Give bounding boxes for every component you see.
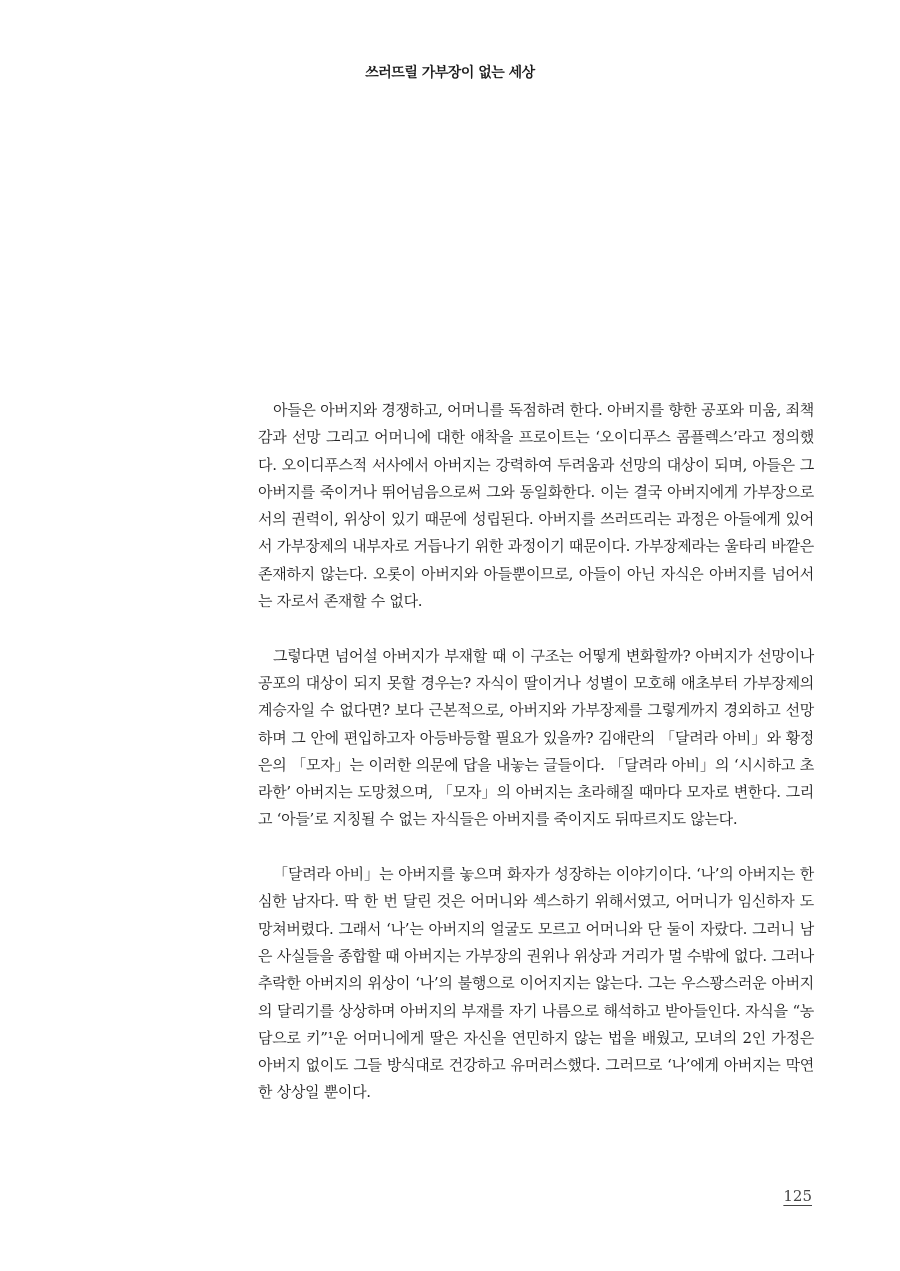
- paragraph: 그렇다면 넘어설 아버지가 부재할 때 이 구조는 어떻게 변화할까? 아버지가 선망이나 공포의 대상이 되지 못할 경우는? 자식이 딸이거나 성별이 모호해 애초부터 가부장제의 계승자일 수 없다면? 보다 근본적으로, 아버지와 가부장제를 그렇게까지 경외하고 선망하며 그 안에 편입하고자 아등바등할 필요가 있을까? 김애란의 「달려라 아비」와 황정은의 「모자」는 이러한 의문에 답을 내놓는 글들이다. 「달려라 아비」의 ‘시시하고 초라한’ 아버지는 도망쳤으며, 「모자」의 아버지는 초라해질 때마다 모자로 변한다. 그리고 ‘아들’로 지칭될 수 없는 자식들은 아버지를 죽이지도 뒤따르지도 않는다.: [258, 646, 814, 829]
- paragraph: 「달려라 아비」는 아버지를 놓으며 화자가 성장하는 이야기이다. ‘나’의 아버지는 한심한 남자다. 딱 한 번 달린 것은 어머니와 섹스하기 위해서였고, 어머니가 임신하자 도망쳐버렸다. 그래서 ‘나’는 아버지의 얼굴도 모르고 어머니와 단 둘이 자랐다. 그러니 남은 사실들을 종합할 때 아버지는 가부장의 권위나 위상과 거리가 멀 수밖에 없다. 그러나 추락한 아버지의 위상이 ‘나’의 불행으로 이어지지는 않는다. 그는 우스꽝스러운 아버지의 달리기를 상상하며 아버지의 부재를 자기 나름으로 해석하고 받아들인다. 자식을 “농담으로 키”¹운 어머니에게 딸은 자신을 연민하지 않는 법을 배웠고, 모녀의 2인 가정은 아버지 없이도 그들 방식대로 건강하고 유머러스했다. 그러므로 ‘나’에게 아버지는 막연한 상상일 뿐이다.: [258, 865, 814, 1102]
- page-number: 125: [783, 1187, 812, 1205]
- running-header: 쓰러뜨릴 가부장이 없는 세상: [365, 65, 535, 81]
- paragraph: 아들은 아버지와 경쟁하고, 어머니를 독점하려 한다. 아버지를 향한 공포와 미움, 죄책감과 선망 그리고 어머니에 대한 애착을 프로이트는 ‘오이디푸스 콤플렉스’라고 정의했다. 오이디푸스적 서사에서 아버지는 강력하여 두려움과 선망의 대상이 되며, 아들은 그 아버지를 죽이거나 뛰어넘음으로써 그와 동일화한다. 이는 결국 아버지에게 가부장으로서의 권력이, 위상이 있기 때문에 성립된다. 아버지를 쓰러뜨리는 과정은 아들에게 있어서 가부장제의 내부자로 거듭나기 위한 과정이기 때문이다. 가부장제라는 울타리 바깥은 존재하지 않는다. 오롯이 아버지와 아들뿐이므로, 아들이 아닌 자식은 아버지를 넘어서는 자로서 존재할 수 없다.: [258, 401, 814, 611]
- body-text: [258, 397, 814, 1107]
